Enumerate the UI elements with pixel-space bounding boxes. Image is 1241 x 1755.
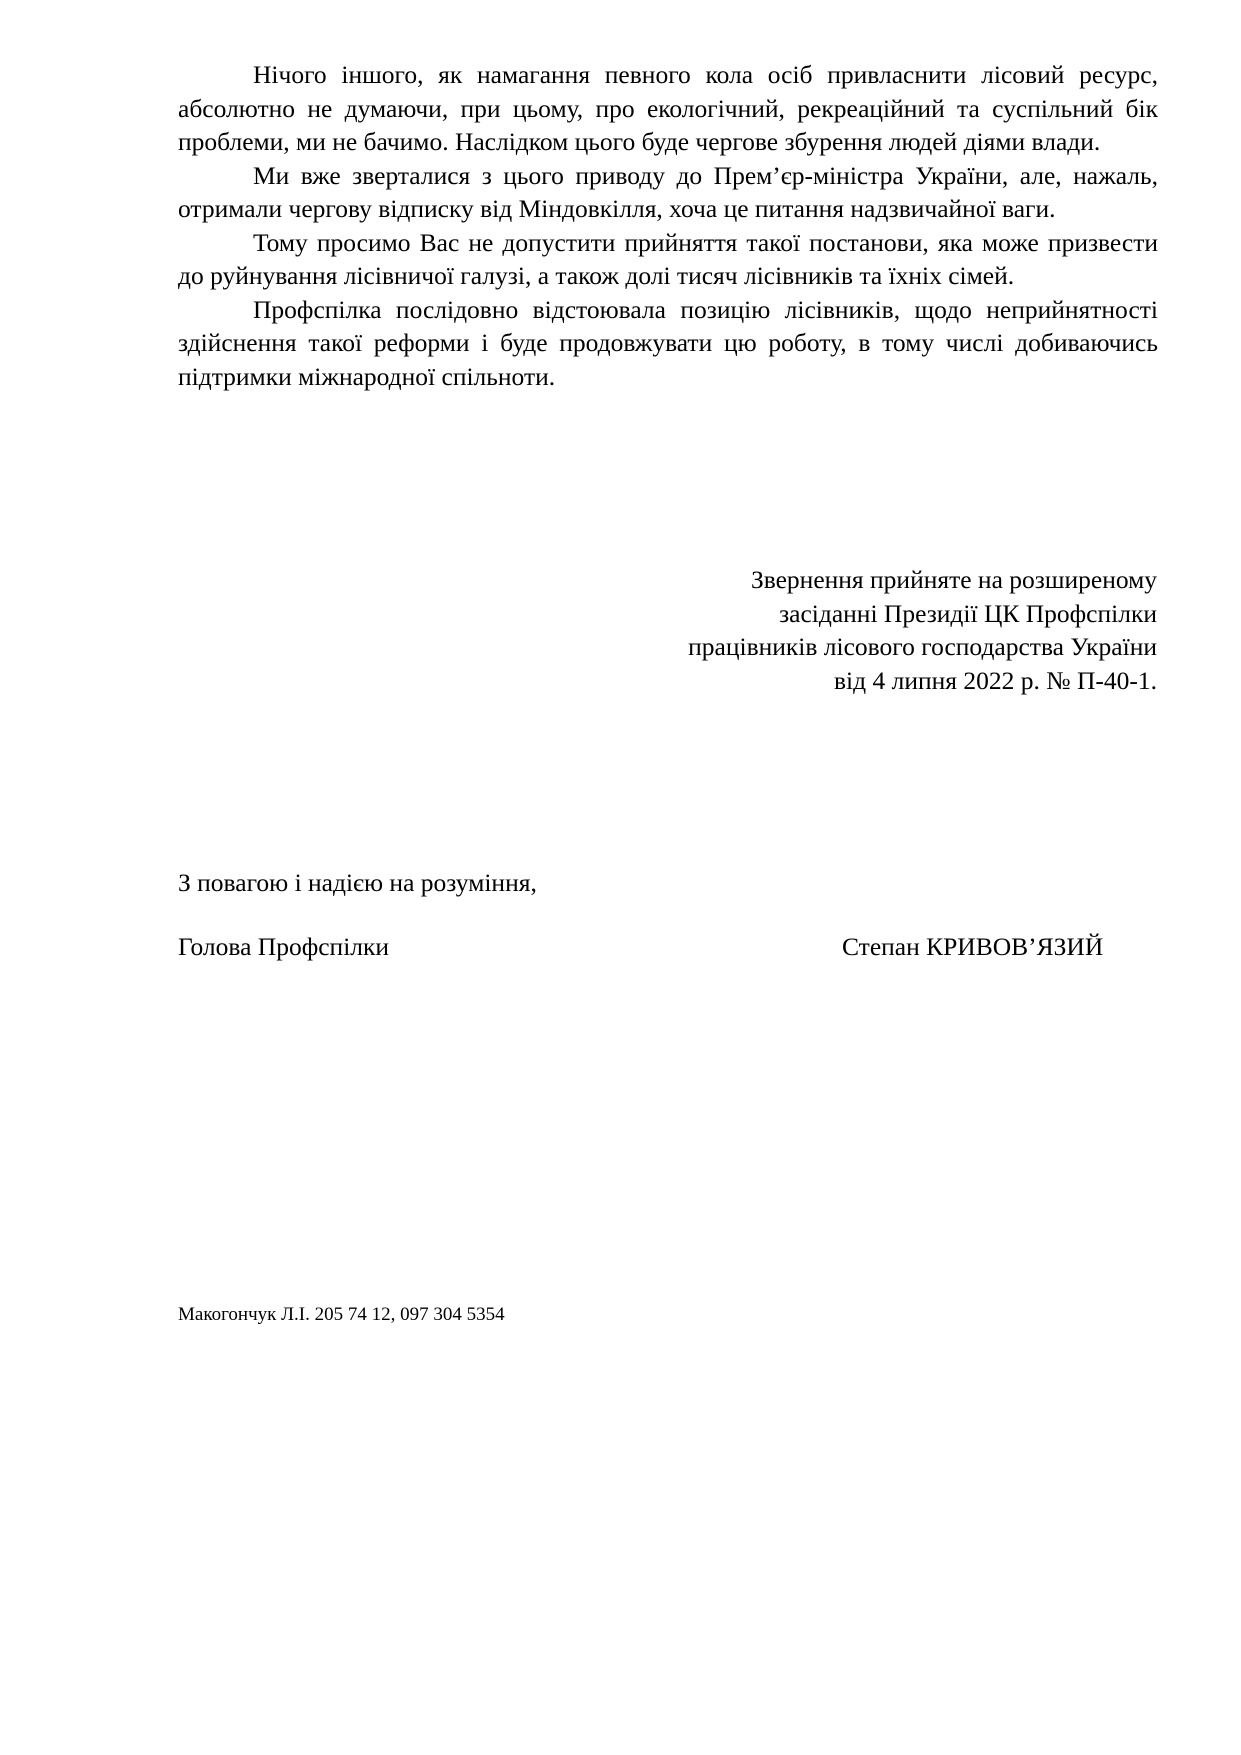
paragraph-prime-minister-appeal: Ми вже зверталися з цього приводу до Прем’єр-міністра України, але, нажаль, отримали чергову відписку від Міндовкілля, хоча це питання надзвичайної ваги. [178, 160, 1158, 223]
adoption-line-2: засіданні Президії ЦК Профспілки [779, 598, 1157, 628]
paragraph-request: Тому просимо Вас не допустити прийняття такої постанови, яка може призвести до руйнування лісівничої галузі, а також долі тисяч лісівників та їхніх сімей. [178, 227, 1158, 290]
adoption-line-1: Звернення прийняте на розширеному [750, 565, 1157, 594]
signature-position: Голова Профспілки [178, 932, 390, 961]
adoption-line-4: від 4 липня 2022 р. № П-40-1. [834, 665, 1157, 695]
adoption-note [688, 563, 1157, 697]
paragraph-forest-resource: Нічого іншого, як намагання певного кола осіб привласнити лісовий ресурс, абсолютно не думаючи, при цьому, про екологічний, рекреаційний та суспільний бік проблеми, ми не бачимо. Наслідком цього буде чергове збурення людей діями влади. [178, 60, 1158, 156]
signature-name: Степан КРИВОВ’ЯЗИЙ [842, 932, 1104, 961]
adoption-line-3: працівників лісового господарства України [688, 632, 1157, 661]
contact-info: Макогончук Л.І. 205 74 12, 097 304 5354 [178, 1304, 505, 1325]
closing-phrase: З повагою і надією на розуміння, [178, 868, 537, 897]
letter-body [178, 58, 1158, 393]
paragraph-union-position: Профспілка послідовно відстоювала позицію лісівників, щодо неприйнятності здійснення такої реформи і буде продовжувати цю роботу, в тому числі добиваючись підтримки міжнародної спільноти. [178, 294, 1158, 391]
